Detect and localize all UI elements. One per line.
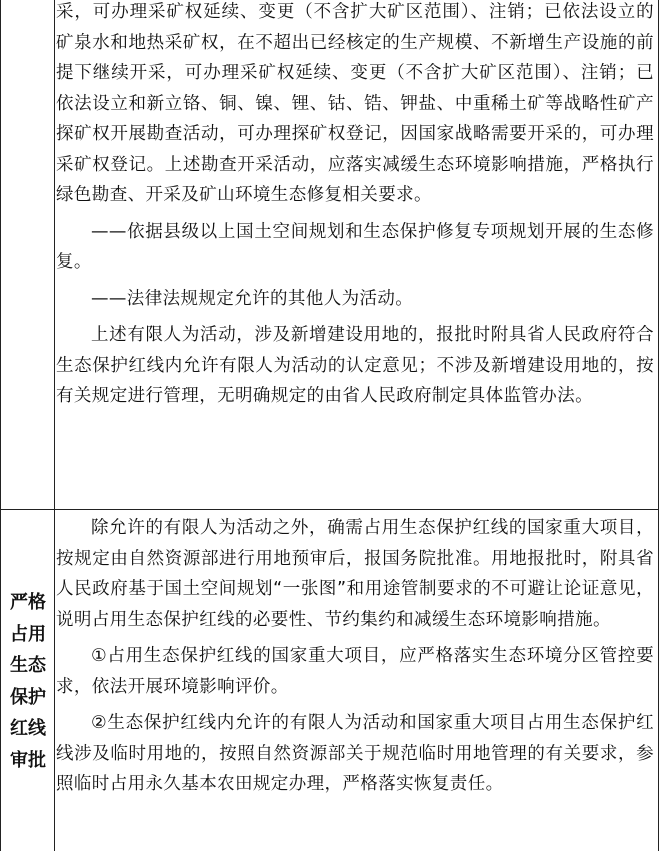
- table-row-divider: [0, 509, 659, 510]
- row1-paragraph-1: 采，可办理采矿权延续、变更（不含扩大矿区范围）、注销；已依法设立的矿泉水和地热采矿权，在不超出已经核定的生产规模、不新增生产设施的前提下继续开采，可办理采矿权延续、变更（不含扩大矿区范围）、注销；已依法设立和新立铬、铜、镍、锂、钴、锆、钾盐、中重稀土矿等战略性矿产探矿权开展勘查活动，可办理探矿权登记，因国家战略需要开采的，可办理采矿权登记。上述勘查开采活动，应落实减缓生态环境影响措施，严格执行绿色勘查、开采及矿山环境生态修复相关要求。: [56, 2, 654, 205]
- row1-content: [56, 0, 654, 412]
- table-border-right: [658, 0, 659, 851]
- row2-content: [56, 513, 654, 800]
- row2-label-line-5: 红线: [10, 718, 46, 739]
- row2-label-line-3: 生态: [10, 655, 46, 676]
- row2-label-line-4: 保护: [10, 686, 46, 708]
- row1-paragraph-3: ——法律法规规定允许的其他人为活动。: [91, 288, 414, 309]
- row2-paragraph-3: ②生态保护红线内允许的有限人为活动和国家重大项目占用生态保护红线涉及临时用地的，按照自然资源部关于规范临时用地管理的有关要求，参照临时占用永久基本农田规定办理，严格落实恢复责任。: [56, 713, 654, 794]
- row2-label-line-6: 审批: [10, 749, 46, 771]
- row1-paragraph-2: ——依据县级以上国土空间规划和生态保护修复专项规划开展的生态修复。: [56, 221, 654, 272]
- row2-paragraph-1: 除允许的有限人为活动之外，确需占用生态保护红线的国家重大项目，按规定由自然资源部进行用地预审后，报国务院批准。用地报批时，附具省人民政府基于国土空间规划“一张图”和用途管制要求的不可避让论证意见，说明占用生态保护红线的必要性、节约集约和减缓生态环境影响措施。: [56, 518, 654, 630]
- row1-paragraph-4: 上述有限人为活动，涉及新增建设用地的，报批时附具省人民政府符合生态保护红线内允许有限人为活动的认定意见；不涉及新增建设用地的，按有关规定进行管理，无明确规定的由省人民政府制定具体监管办法。: [56, 325, 654, 406]
- row2-label-line-1: 严格: [10, 592, 46, 613]
- row2-paragraph-2: ①占用生态保护红线的国家重大项目，应严格落实生态环境分区管控要求，依法开展环境影响评价。: [56, 646, 654, 697]
- row2-label: [0, 587, 56, 776]
- row2-label-line-2: 占用: [10, 623, 46, 645]
